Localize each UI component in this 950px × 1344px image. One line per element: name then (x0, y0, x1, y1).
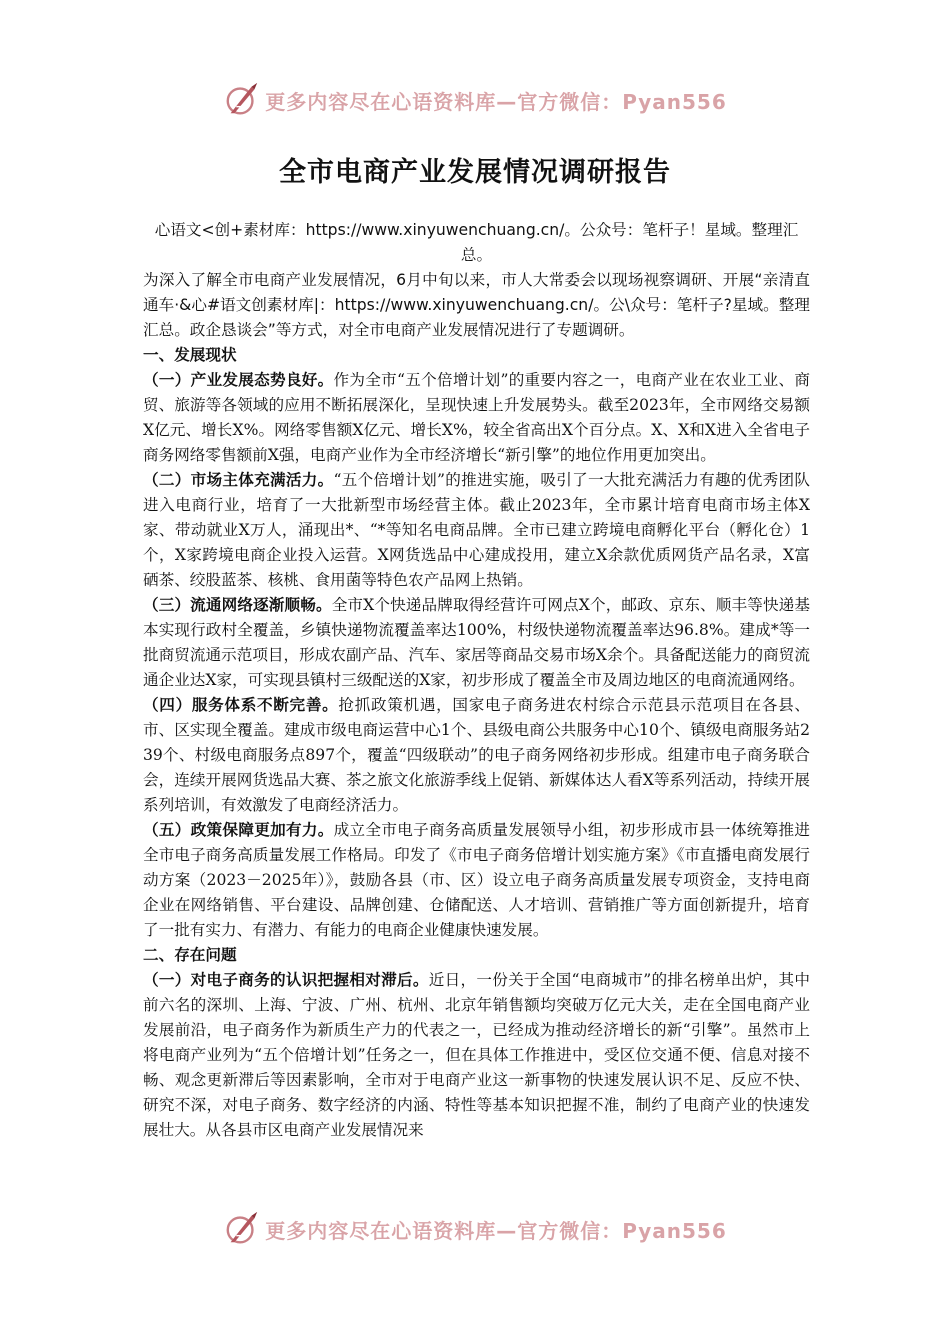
paragraph-lead: （四）服务体系不断完善。 (143, 696, 339, 714)
section-heading: 一、发展现状 (143, 346, 237, 364)
paragraph-text: 成立全市电子商务高质量发展领导小组，初步形成市县一体统筹推进全市电子商务高质量发展工作格局。印发了《市电子商务倍增计划实施方案》《市直播电商发展行动方案（2023－2025年）》，鼓励各县（市、区）设立电子商务高质量发展专项资金，支持电商企业在网络销售、平台建设、品牌创建、仓储配送、人才培训、营销推广等方面创新提升，培育了一批有实力、有潜力、有能力的电商企业健康快速发展。 (143, 821, 810, 939)
intro-paragraph: 为深入了解全市电商产业发展情况，6月中旬以来，市人大常委会以现场视察调研、开展“亲清直通车·&心#语文创素材库|：https://www.xinyuwenchuang.cn/。公\众号：笔杆子?星域。整理汇总。政企恳谈会”等方式，对全市电商产业发展情况进行了专题调研。 (143, 271, 810, 339)
footer-watermark-banner (0, 1209, 950, 1249)
body-paragraph (143, 593, 810, 693)
body-paragraph (143, 968, 810, 1143)
body-paragraph (143, 368, 810, 468)
paragraph-lead: （三）流通网络逐渐顺畅。 (143, 596, 332, 614)
paragraph-text: 抢抓政策机遇，国家电子商务进农村综合示范县示范项目在各县、市、区实现全覆盖。建成市级电商运营中心1个、县级电商公共服务中心10个、镇级电商服务站239个、村级电商服务点897个，覆盖“四级联动”的电子商务网络初步形成。组建市电子商务联合会，连续开展网货选品大赛、茶之旅文化旅游季线上促销、新媒体达人看X等系列活动，持续开展系列培训，有效激发了电商经济活力。 (143, 696, 810, 814)
paragraph-lead: （五）政策保障更加有力。 (143, 821, 334, 839)
paragraph-text: 全市X个快递品牌取得经营许可网点X个，邮政、京东、顺丰等快递基本实现行政村全覆盖，乡镇快递物流覆盖率达100%，村级快递物流覆盖率达96.8%。建成*等一批商贸流通示范项目，形成农副产品、汽车、家居等商品交易市场X余个。具备配送能力的商贸流通企业达X家，可实现县镇村三级配送的X家，初步形成了覆盖全市及周边地区的电商流通网络。 (143, 596, 810, 689)
body-paragraph (143, 818, 810, 943)
paragraph-text: 作为全市“五个倍增计划”的重要内容之一，电商产业在农业工业、商贸、旅游等各领域的应用不断拓展深化，呈现快速上升发展势头。截至2023年，全市网络交易额X亿元、增长X%。网络零售额X亿元、增长X%，较全省高出X个百分点。X、X和X进入全省电子商务网络零售额前X强，电商产业作为全市经济增长“新引擎”的地位作用更加突出。 (143, 371, 810, 464)
body-paragraph (143, 693, 810, 818)
quill-pen-logo-icon (223, 81, 261, 119)
document-body (143, 218, 810, 1143)
paragraph-lead: （一）对电子商务的认识把握相对滞后。 (143, 971, 429, 989)
paragraph-lead: （一）产业发展态势良好。 (143, 371, 334, 389)
section-heading: 二、存在问题 (143, 946, 237, 964)
paragraph-text: “五个倍增计划”的推进实施，吸引了一大批充满活力有趣的优秀团队进入电商行业，培育了一大批新型市场经营主体。截止2023年，全市累计培育电商市场主体X家、带动就业X万人，涌现出*、“*等知名电商品牌。全市已建立跨境电商孵化平台（孵化仓）1个，X家跨境电商企业投入运营。X网货选品中心建成投用，建立X余款优质网货产品名录，X富硒茶、绞股蓝茶、核桃、食用菌等特色农产品网上热销。 (143, 471, 810, 589)
paragraph-lead: （二）市场主体充满活力。 (143, 471, 334, 489)
header-watermark-banner (0, 80, 950, 120)
watermark-text: 更多内容尽在心语资料库—官方微信：Pyan556 (265, 1218, 727, 1243)
quill-pen-logo-icon (223, 1210, 261, 1248)
watermark-text: 更多内容尽在心语资料库—官方微信：Pyan556 (265, 89, 727, 114)
intro-paragraph-source: 心语文<创+素材库：https://www.xinyuwenchuang.cn/。公众号：笔杆子！星域。整理汇总。 (154, 221, 799, 264)
body-paragraph (143, 468, 810, 593)
paragraph-text: 近日，一份关于全国“电商城市”的排名榜单出炉，其中前六名的深圳、上海、宁波、广州、杭州、北京年销售额均突破万亿元大关，走在全国电商产业发展前沿，电子商务作为新质生产力的代表之一，已经成为推动经济增长的新“引擎”。虽然市上将电商产业列为“五个倍增计划”任务之一，但在具体工作推进中，受区位交通不便、信息对接不畅、观念更新滞后等因素影响，全市对于电商产业这一新事物的快速发展认识不足、反应不快、研究不深，对电子商务、数字经济的内涵、特性等基本知识把握不准，制约了电商产业的快速发展壮大。从各县市区电商产业发展情况来 (143, 971, 810, 1139)
document-title: 全市电商产业发展情况调研报告 (279, 157, 671, 188)
